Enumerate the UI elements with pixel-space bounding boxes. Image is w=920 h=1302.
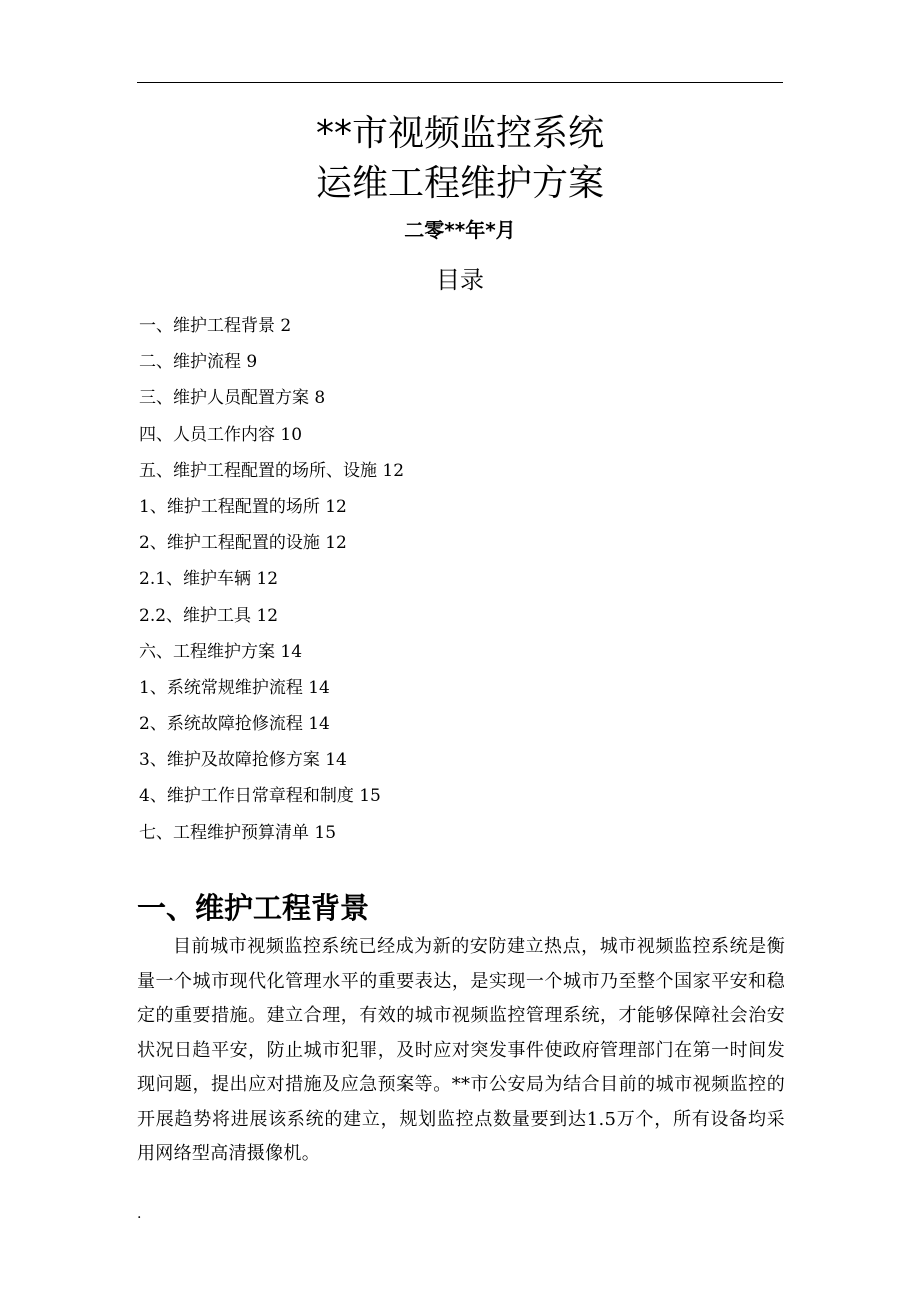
toc-entry[interactable]: 3、维护及故障抢修方案 14 [139,750,347,771]
toc-entry[interactable]: 2、系统故障抢修流程 14 [139,714,330,735]
toc-entry[interactable]: 1、系统常规维护流程 14 [139,677,330,698]
toc-entry[interactable]: 1、维护工程配置的场所 12 [139,496,347,517]
section-heading: 一、维护工程背景 [137,891,370,925]
table-of-contents [139,308,799,851]
document-title-line1: **市视频监控系统 [315,113,604,154]
toc-entry[interactable]: 七、工程维护预算清单 15 [139,822,337,843]
toc-entry[interactable]: 二、维护流程 9 [139,352,258,373]
toc-entry[interactable]: 2.1、维护车辆 12 [139,569,279,590]
footer-mark: . [137,1206,142,1222]
toc-heading: 目录 [436,266,484,294]
toc-entry[interactable]: 4、维护工作日常章程和制度 15 [139,786,381,807]
toc-entry[interactable]: 2.2、维护工具 12 [139,605,279,626]
document-date: 二零**年*月 [404,218,516,242]
toc-entry[interactable]: 四、人员工作内容 10 [139,424,303,445]
toc-entry[interactable]: 一、维护工程背景 2 [139,316,292,336]
body-paragraph: 目前城市视频监控系统已经成为新的安防建立热点，城市视频监控系统是衡量一个城市现代化管理水平的重要表达，是实现一个城市乃至整个国家平安和稳定的重要措施。建立合理，有效的城市视频监控管理系统，才能够保障社会治安状况日趋平安，防止城市犯罪，及时应对突发事件使政府管理部门在第一时间发现问题，提出应对措施及应急预案等。**市公安局为结合目前的城市视频监控的开展趋势将进展该系统的建立，规划监控点数量要到达1.5万个，所有设备均采用网络型高清摄像机。 [137,936,785,1164]
toc-entry[interactable]: 五、维护工程配置的场所、设施 12 [139,460,405,481]
toc-entry[interactable]: 2、维护工程配置的设施 12 [139,533,347,554]
toc-entry[interactable]: 三、维护人员配置方案 8 [139,388,326,409]
document-title-line2: 运维工程维护方案 [315,163,604,204]
header-rule [137,82,783,83]
toc-entry[interactable]: 六、工程维护方案 14 [139,641,303,662]
